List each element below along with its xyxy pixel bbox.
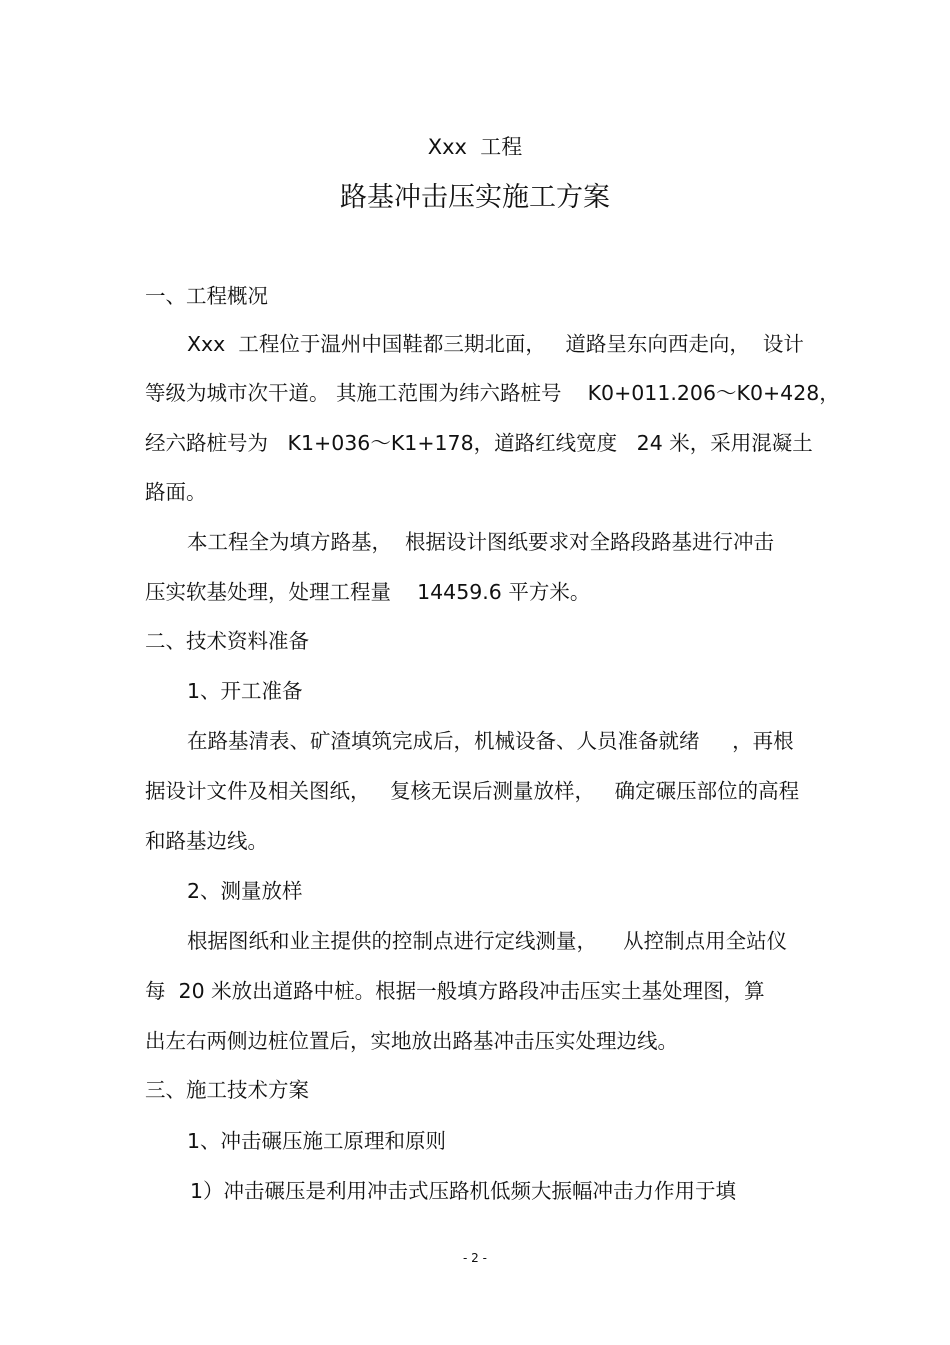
paragraph-line: 压实软基处理，处理工程量 14459.6 平方米。 [145,580,591,604]
section-2-heading: 二、技术资料准备 [145,629,309,653]
paragraph-line: 在路基清表、矿渣填筑完成后，机械设备、人员准备就绪 ，再根 [187,729,794,753]
section-1-heading: 一、工程概况 [145,284,268,308]
subsection-heading: 2、测量放样 [187,879,303,903]
subsection-heading: 1、冲击碾压施工原理和原则 [187,1129,447,1153]
paragraph-line: 据设计文件及相关图纸， 复核无误后测量放样， 确定碾压部位的高程 [145,779,800,803]
page-number: - 2 - [463,1251,487,1265]
paragraph-line: 出左右两侧边桩位置后，实地放出路基冲击压实处理边线。 [145,1029,678,1053]
paragraph-line: 路面。 [145,480,207,504]
paragraph-line: 本工程全为填方路基， 根据设计图纸要求对全路段路基进行冲击 [187,530,775,554]
paragraph-line: 每 20 米放出道路中桩。根据一般填方路段冲击压实土基处理图，算 [145,979,765,1003]
paragraph-line: 1）冲击碾压是利用冲击式压路机低频大振幅冲击力作用于填 [190,1179,737,1203]
document-title: 路基冲击压实施工方案 [340,182,610,213]
section-3-heading: 三、施工技术方案 [145,1078,309,1102]
paragraph-line: 根据图纸和业主提供的控制点进行定线测量， 从控制点用全站仪 [187,929,788,953]
project-title: Xxx 工程 [427,135,523,159]
paragraph-line: 等级为城市次干道。 其施工范围为纬六路桩号 K0+011.206～K0+428， [145,381,840,405]
subsection-heading: 1、开工准备 [187,679,303,703]
paragraph-line: Xxx 工程位于温州中国鞋都三期北面， 道路呈东向西走向， 设计 [187,332,804,356]
paragraph-line: 经六路桩号为 K1+036～K1+178，道路红线宽度 24 米，采用混凝土 [145,431,813,455]
paragraph-line: 和路基边线。 [145,829,268,853]
